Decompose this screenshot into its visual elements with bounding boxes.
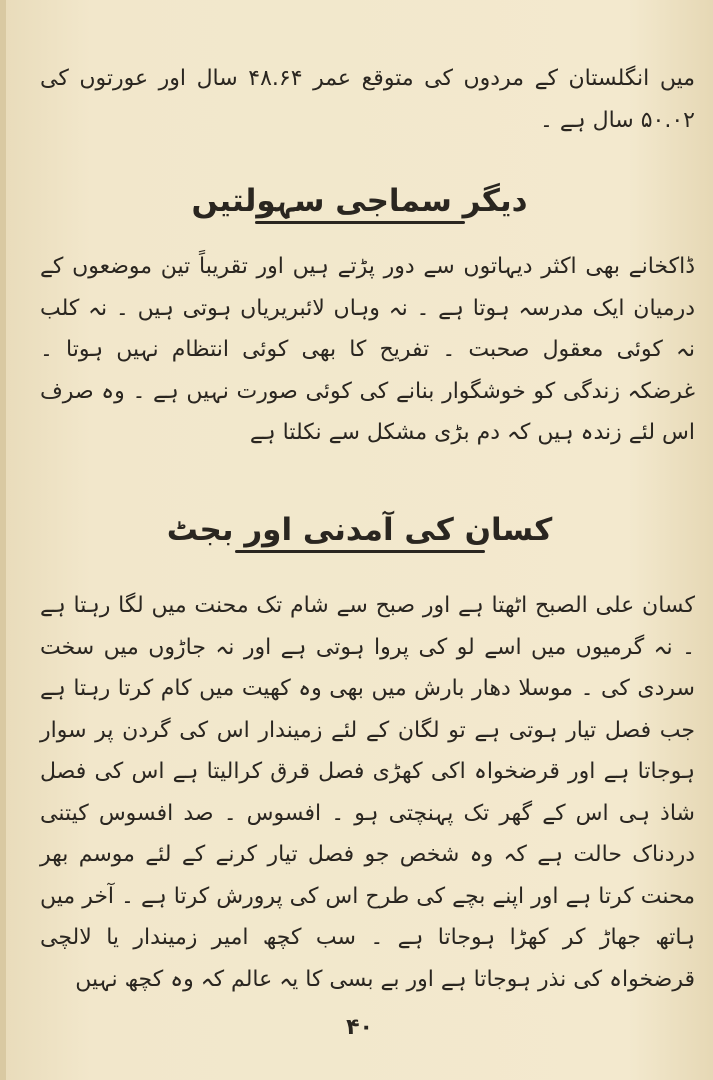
paragraph-social-facilities: ڈاکخانے بھی اکثر دیہاتوں سے دور پڑتے ہیں اور تقریباً تین موضعوں کے درمیان ایک مدرسہ ہوتا ہے ۔ نہ وہاں لائبریریاں ہوتی ہیں ۔ نہ کلب نہ کوئی معقول صحبت ۔ تفریح کا بھی کوئی انتظام نہیں ہوتا ۔ غرضکہ زندگی کو خوشگوار بنانے کی کوئی صورت نہیں ہے ۔ وہ صرف اس لئے زندہ ہیں کہ دم بڑی مشکل سے نکلتا ہے (40, 254, 695, 445)
heading-underline (235, 550, 485, 553)
heading-text: کسان کی آمدنی اور بجٹ (166, 512, 553, 548)
heading-underline (255, 221, 465, 224)
paragraph-life-expectancy: میں انگلستان کے مردوں کی متوقع عمر ۴۸.۶۴ سال اور عورتوں کی ۵۰.۰۲ سال ہے ۔ (40, 66, 695, 133)
page-number: ۴۰ (346, 1015, 373, 1040)
section-heading-social-facilities (6, 183, 713, 224)
paragraph-farmer-income: کسان علی الصبح اٹھتا ہے اور صبح سے شام تک محنت میں لگا رہتا ہے ۔ نہ گرمیوں میں اسے لو کی پروا ہوتی ہے اور نہ جاڑوں میں سخت سردی کی ۔ موسلا دھار بارش میں بھی وہ کھیت میں کام کرتا رہتا ہے جب فصل تیار ہوتی ہے تو لگان کے لئے زمیندار اس کی گردن پر سوار ہوجاتا ہے اور قرضخواہ اکی کھڑی فصل قرق کرالیتا ہے اس کی فصل شاذ ہی اس کے گھر تک پہنچتی ہو ۔ افسوس ۔ صد افسوس کیتنی دردناک حالت ہے کہ وہ شخص جو فصل تیار کرنے کے لئے موسم بھر محنت کرتا ہے اور اپنے بچے کی طرح اس کی پرورش کرتا ہے ۔ آخر میں ہاتھ جھاڑ کر کھڑا ہوجاتا ہے ۔ سب کچھ امیر زمیندار یا لالچی قرضخواہ کی نذر ہوجاتا ہے اور بے بسی کا یہ عالم کہ وہ کچھ نہیں (40, 593, 695, 992)
section-heading-farmer-income (6, 512, 713, 553)
heading-text: دیگر سماجی سہولتیں (191, 183, 528, 219)
